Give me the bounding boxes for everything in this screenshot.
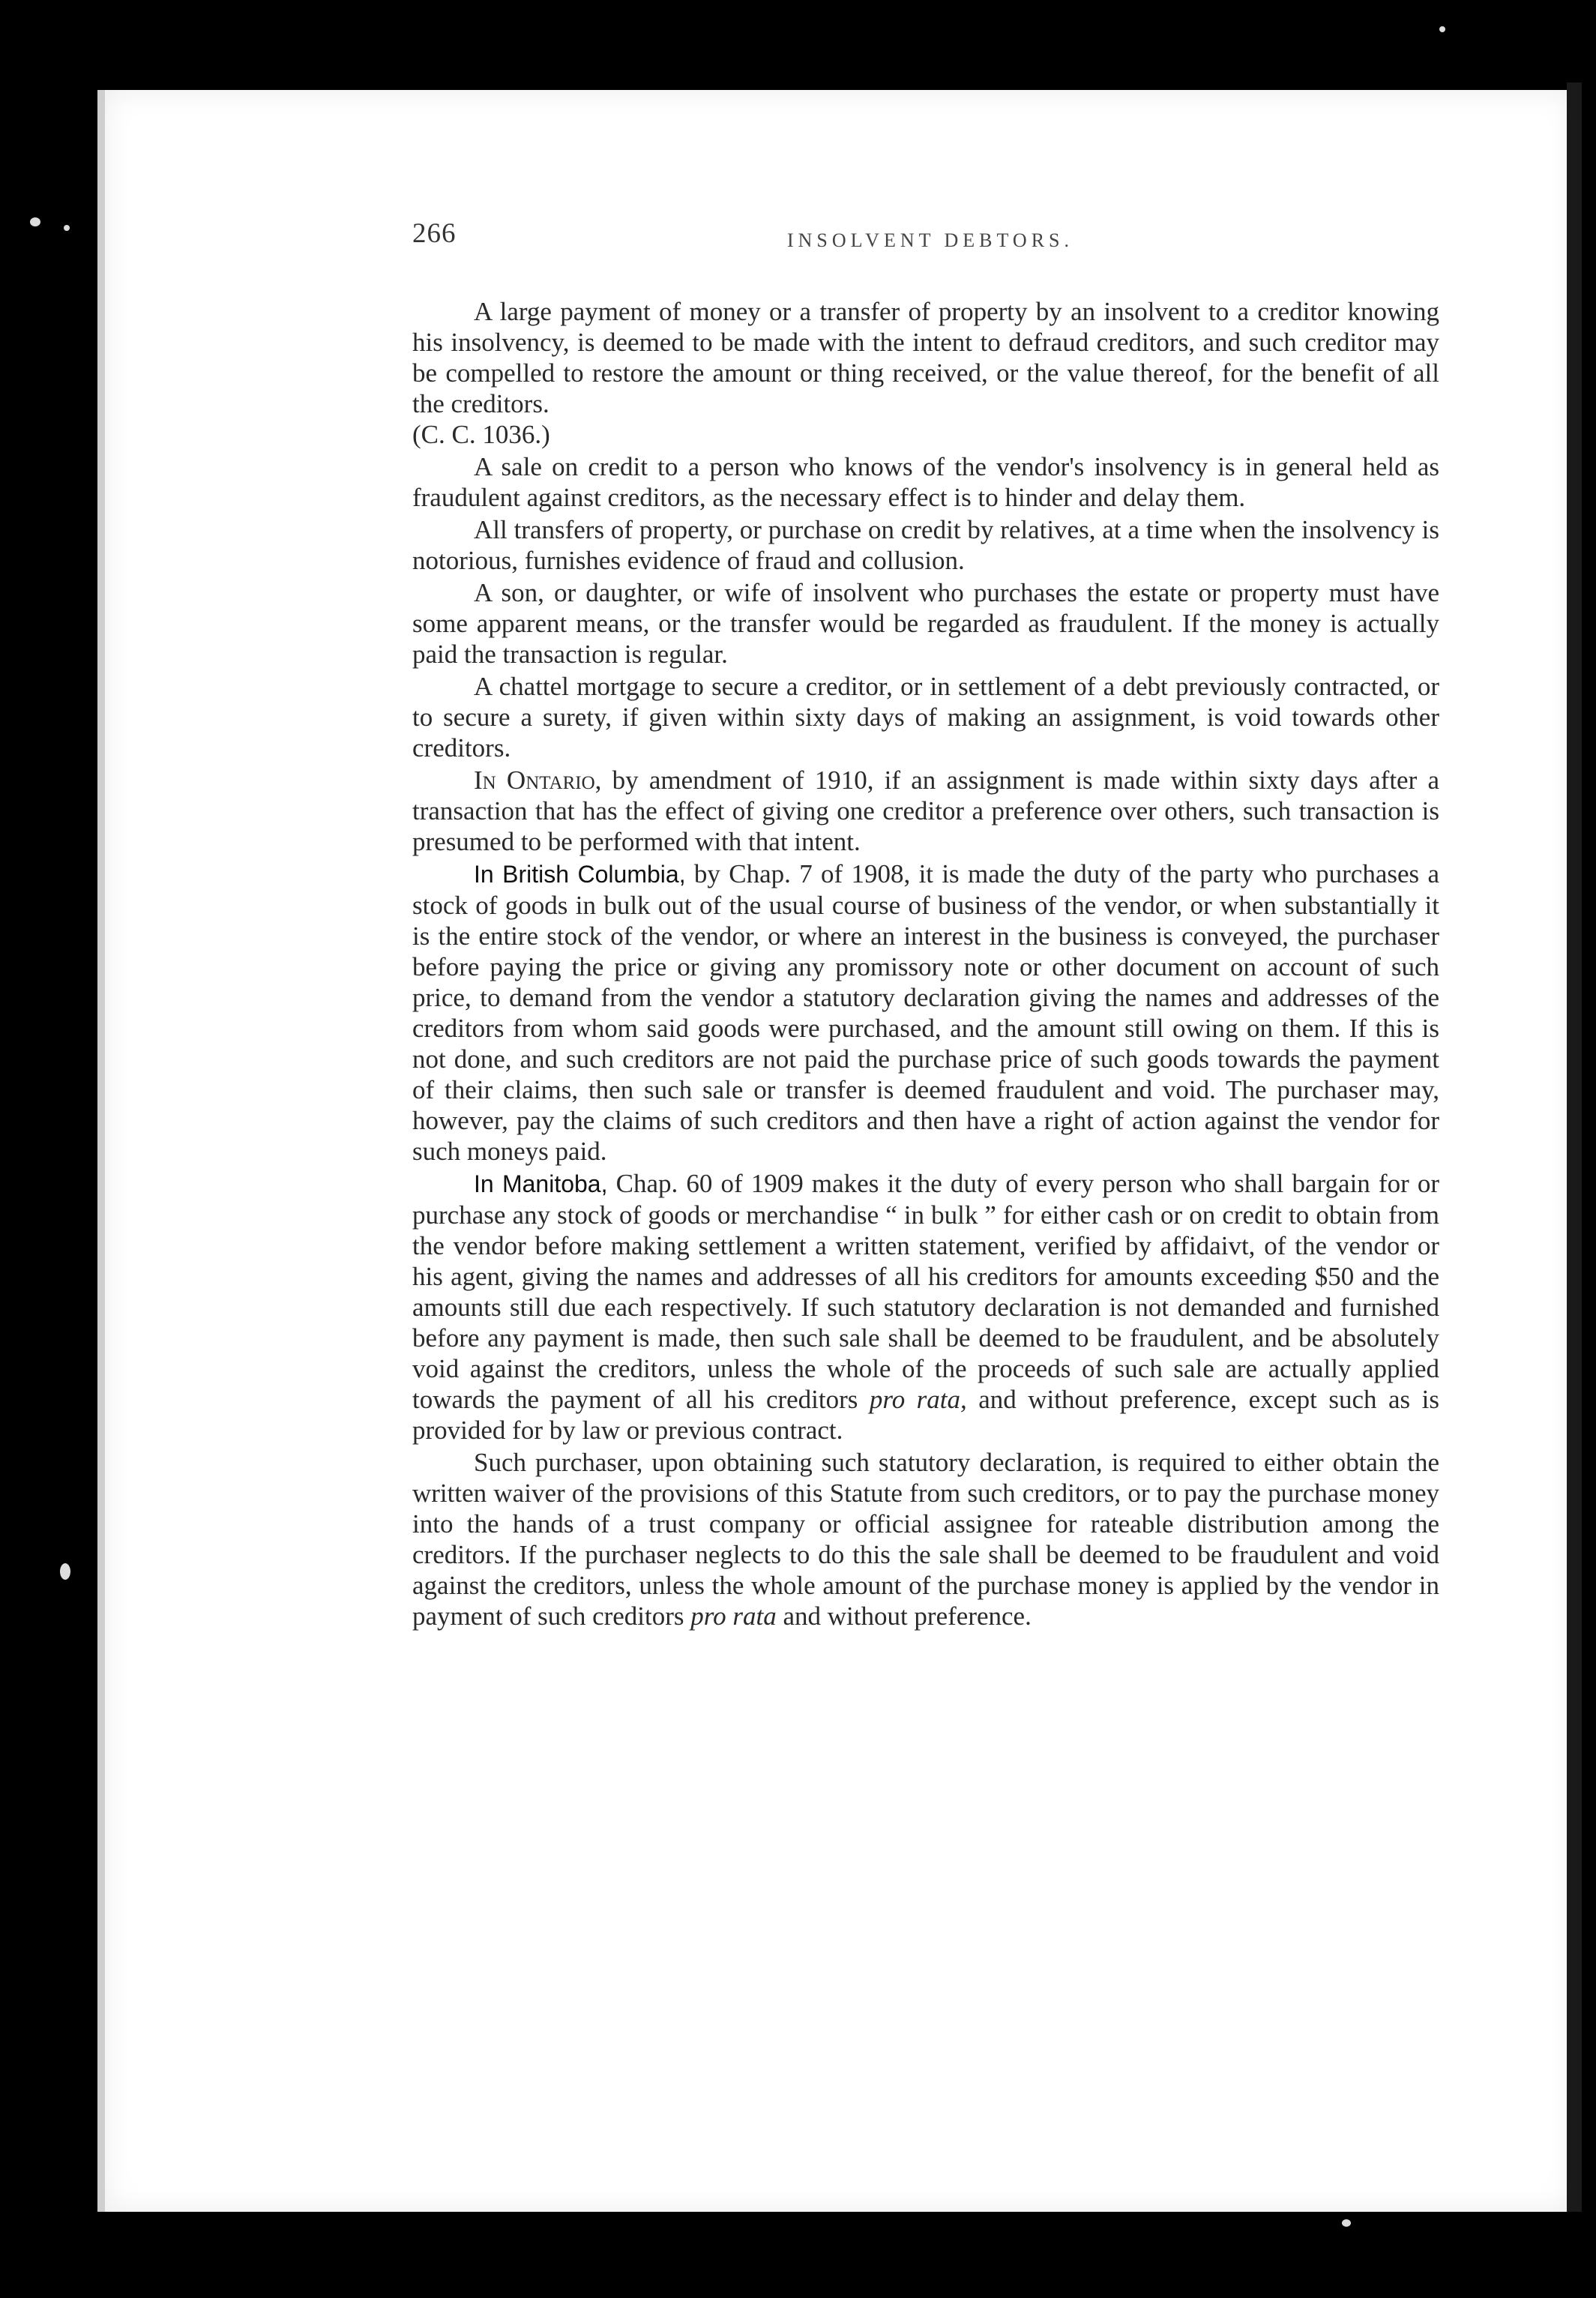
scan-speck xyxy=(1342,2219,1351,2227)
paragraph-1 xyxy=(412,296,1439,450)
paragraph-purchaser-text-b: and without preference. xyxy=(776,1601,1032,1631)
paragraph-5: A chattel mortgage to secure a creditor, or in settlement of a debt previously contracted, or to secure a surety, if given within sixty days of making an assignment, is void towards other creditors. xyxy=(412,672,1439,763)
paragraph-manitoba-text-a: Chap. 60 of 1909 makes it the duty of every person who shall bargain for or purchase any stock of goods or merchandise “ in bulk ” for either cash or on credit to obtain from the vendor before making settlement a written statement, verified by affidaivt, of the vendor or his agent, giving the names and addresses of all his creditors for amounts exceeding $50 and the amounts still due each respectively. If such statutory declaration is not demanded and furnished before any payment is made, then such sale shall be deemed to be fraudulent, and be absolutely void against the creditors, unless the whole of the proceeds of such sale are actually applied towards the payment of all his creditors xyxy=(412,1169,1440,1414)
paragraph-ontario xyxy=(412,765,1439,857)
lead-british-columbia: In British Columbia, xyxy=(474,861,686,888)
paragraph-purchaser xyxy=(412,1447,1439,1631)
body-text xyxy=(412,296,1439,1633)
lead-ontario: In Ontario, xyxy=(474,766,602,795)
paragraph-purchaser-text-a: Such purchaser, upon obtaining such statutory declaration, is required to either obtain the written waiver of the provisions of this Statute from such creditors, or to pay the purchase money into the hands of a trust company or official assignee for rateable distribution among the creditors. If the purchaser neglects to do this the sale shall be deemed to be fraudulent and void against the creditors, unless the whole amount of the purchase money is applied by the vendor in payment of such creditors xyxy=(412,1448,1439,1631)
paragraph-4: A son, or daughter, or wife of insolvent who purchases the estate or property must have some apparent means, or the transfer would be regarded as fraudulent. If the money is actually paid the transaction is regular. xyxy=(412,578,1439,669)
running-head: INSOLVENT DEBTORS. xyxy=(787,229,1074,251)
lead-manitoba: In Manitoba, xyxy=(474,1170,608,1197)
citation: (C. C. 1036.) xyxy=(412,420,550,449)
paragraph-ontario-text: by amendment of 1910, if an assignment is made within sixty days after a transaction that has the effect of giving one creditor a preference over others, such transaction is presumed to be performed with that intent. xyxy=(412,766,1439,856)
page-number: 266 xyxy=(412,218,457,249)
page-right-edge xyxy=(1567,82,1582,2212)
paragraph-2: A sale on credit to a person who knows of the vendor's insolvency is in general held as fraudulent against creditors, as the necessary effect is to hinder and delay them. xyxy=(412,452,1439,512)
page-header xyxy=(412,217,1447,262)
paragraph-1-text: A large payment of money or a transfer of property by an insolvent to a creditor knowing his insolvency, is deemed to be made with the intent to defraud creditors, and such creditor may be compelled to restore the amount or thing received, or the value thereof, for the benefit of all the creditors. xyxy=(412,297,1439,418)
scan-speck xyxy=(64,225,70,231)
paragraph-manitoba xyxy=(412,1168,1439,1446)
italic-pro-rata-2: pro rata xyxy=(690,1601,777,1631)
scan-speck xyxy=(30,217,40,226)
paragraph-manitoba-text-b: and without preference, except such as is provided for by law or previous contract. xyxy=(412,1385,1439,1445)
italic-pro-rata: pro rata, xyxy=(869,1385,967,1414)
paragraph-british-columbia-text: by Chap. 7 of 1908, it is made the duty of the party who purchases a stock of goods in bulk out of the usual course of business of the vendor, or when substantially it is the entire stock of the vendor, or where an interest in the business is conveyed, the purchaser before paying the price or giving any promissory note or other document on account of such price, to demand from the vendor a statutory declaration giving the names and addresses of the creditors from whom said goods were purchased, and the amount still owing on them. If this is not done, and such creditors are not paid the purchase price of such goods towards the payment of their claims, then such sale or transfer is deemed fraudulent and void. The purchaser may, however, pay the claims of such creditors and then have a right of action against the vendor for such moneys paid. xyxy=(412,859,1440,1166)
scan-speck xyxy=(1439,26,1445,32)
scan-speck xyxy=(60,1563,70,1580)
paragraph-3: All transfers of property, or purchase on credit by relatives, at a time when the insolvency is notorious, furnishes evidence of fraud and collusion. xyxy=(412,515,1439,575)
paragraph-british-columbia xyxy=(412,858,1439,1167)
